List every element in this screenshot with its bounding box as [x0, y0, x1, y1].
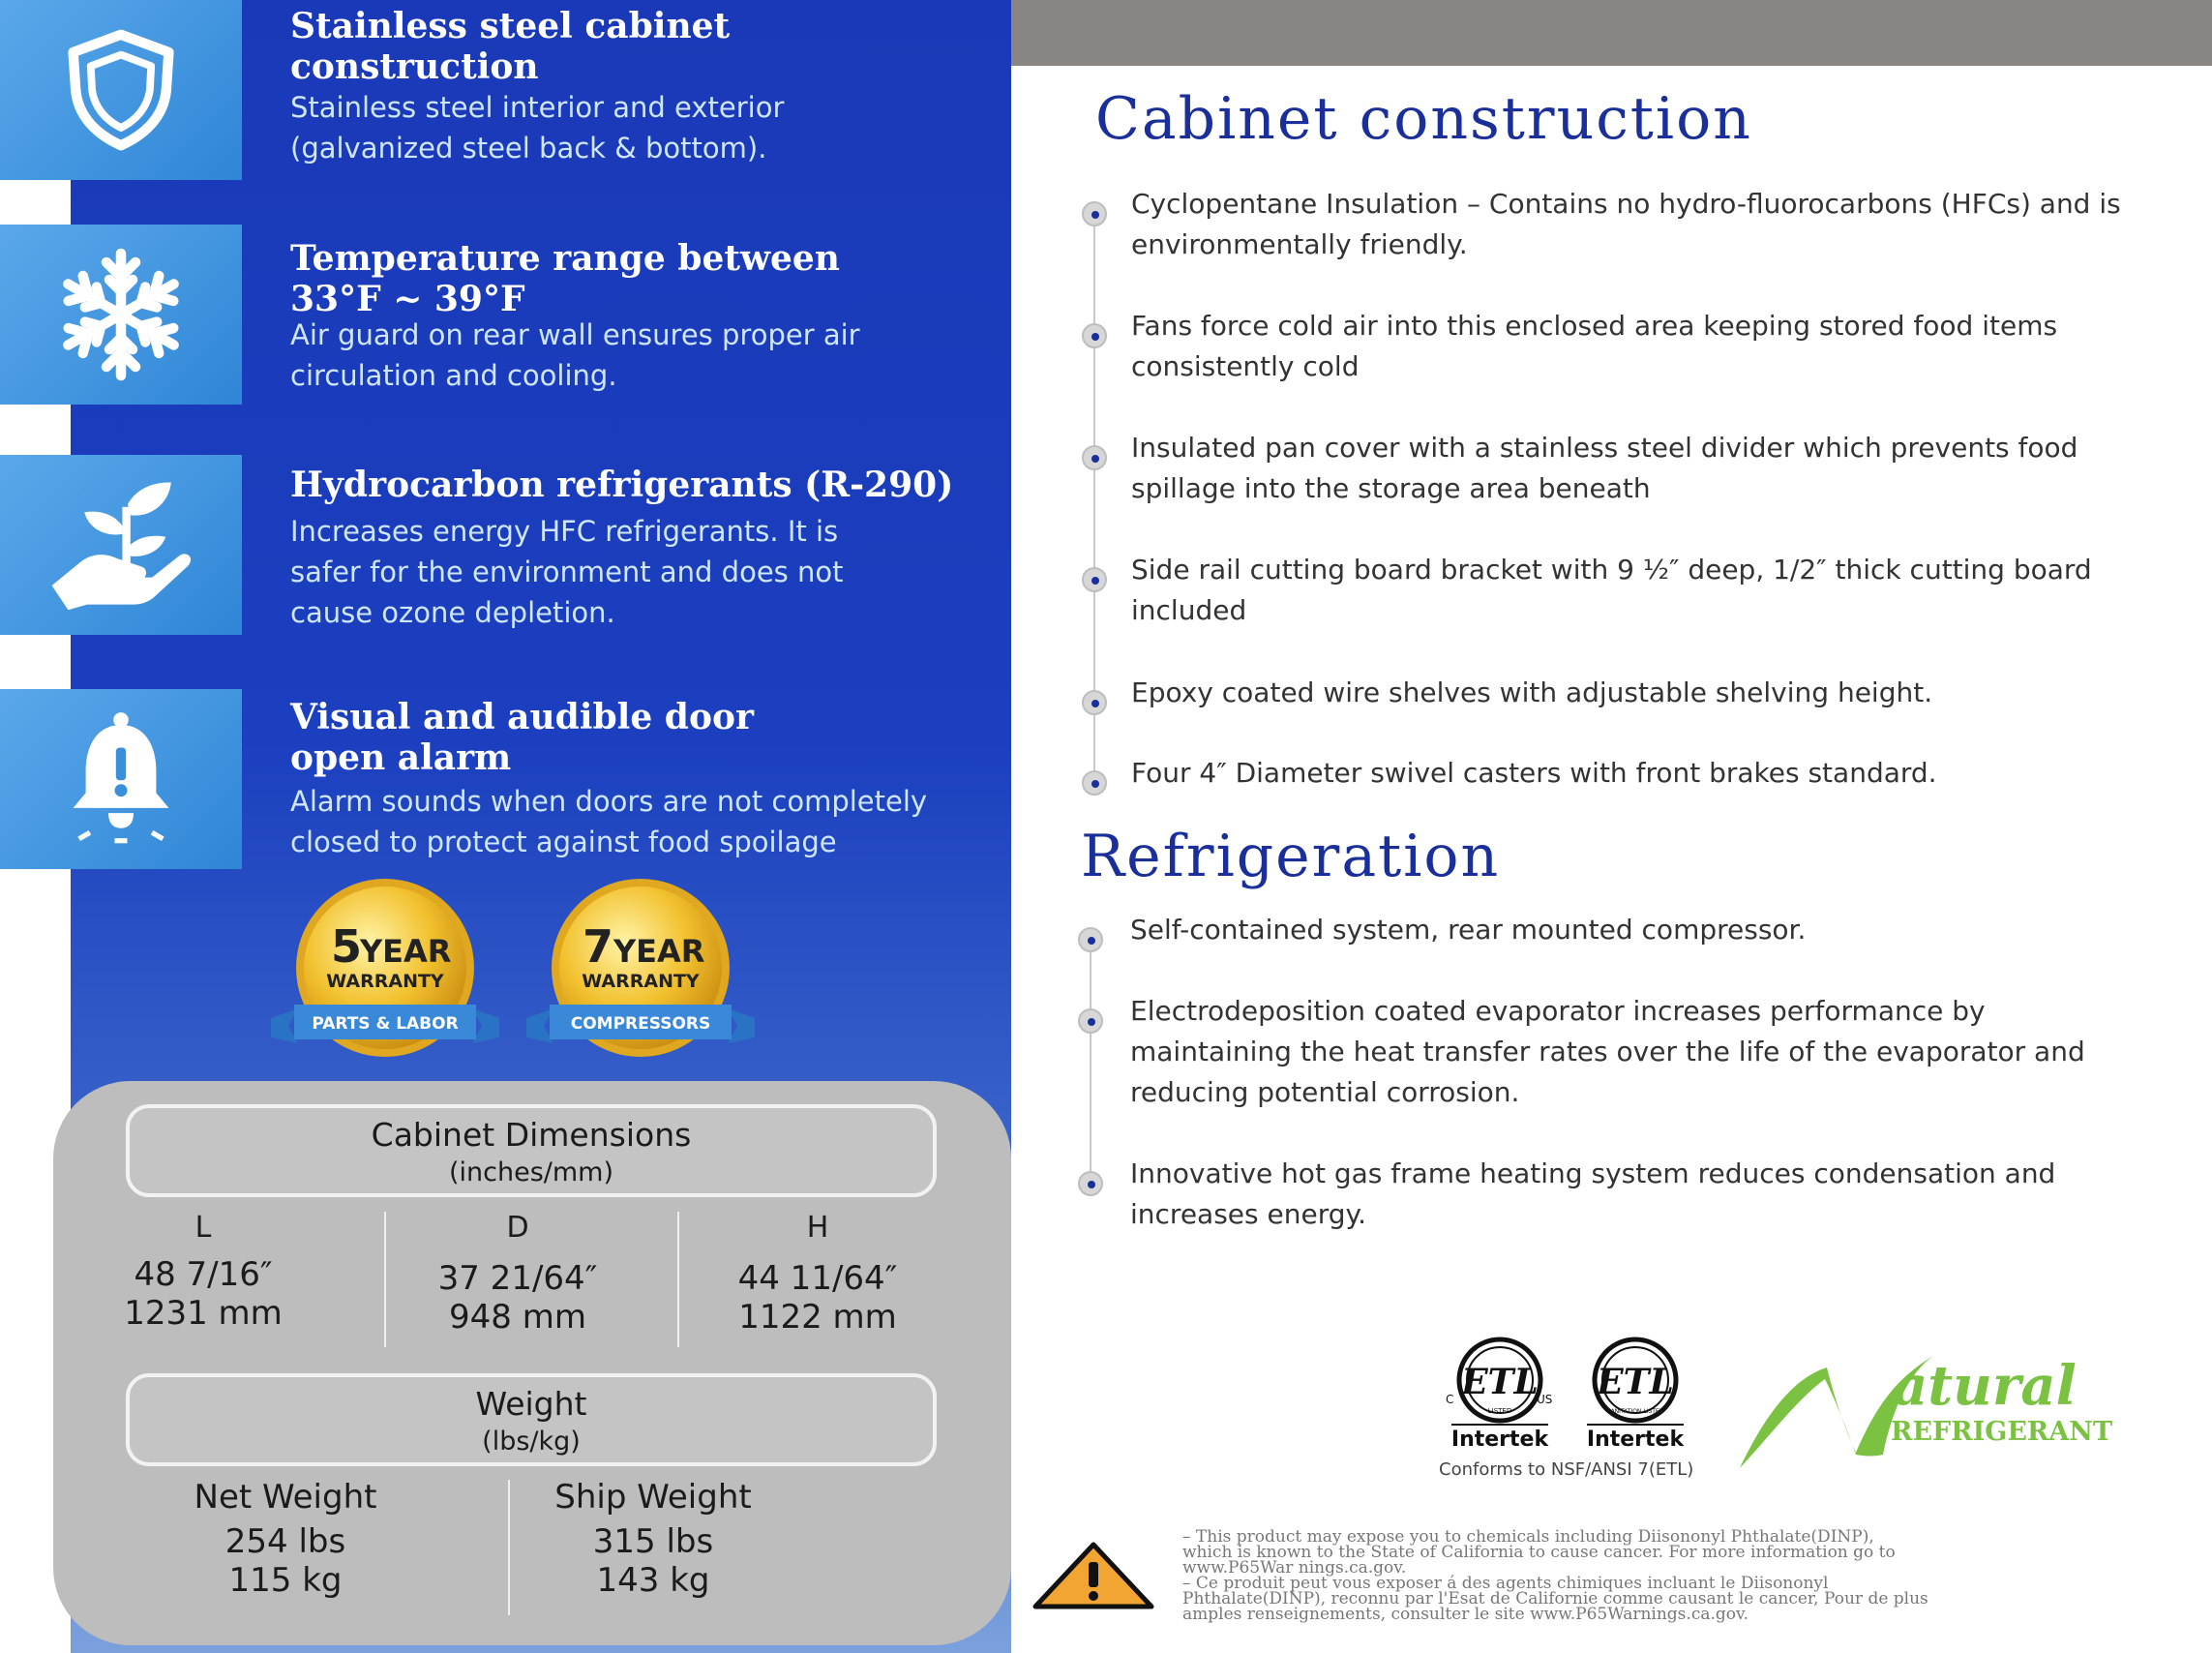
bullet-text: Insulated pan cover with a stainless steel divider which prevents food spillage into the storage area beneath [1131, 432, 2078, 504]
natural-refrigerant-logo [1720, 1340, 2127, 1476]
divider [384, 1212, 386, 1347]
feature-icon-box-2 [0, 225, 242, 405]
etl-sanitation-logo [1577, 1334, 1693, 1450]
badge-num: 5 [331, 920, 363, 973]
badge-ribbon: PARTS & LABOR [312, 1014, 459, 1034]
feature-icon-box-3 [0, 455, 242, 635]
warning-triangle-icon [1031, 1541, 1155, 1610]
shield-icon [58, 27, 184, 153]
feature-title-3: Hydrocarbon refrigerants (R-290) [290, 465, 954, 505]
logo-sub-text: REFRIGERANT [1891, 1417, 2113, 1447]
ship-weight: Ship Weight 315 lbs 143 kg [554, 1478, 752, 1600]
bullet-marker [1082, 690, 1107, 715]
bullet-text: Epoxy coated wire shelves with adjustable shelving height. [1131, 676, 1933, 708]
intertek-label-1: Intertek [1450, 1428, 1549, 1450]
refrigeration-title: Refrigeration [1081, 823, 1501, 890]
bullet-marker [1078, 1171, 1103, 1196]
bullet-marker [1082, 323, 1107, 348]
badge-num: 7 [583, 920, 614, 973]
nsf-caption: Conforms to NSF/ANSI 7(ETL) [1439, 1459, 1694, 1480]
logo-main-text: atural [1893, 1354, 2077, 1418]
feature-title-4: Visual and audible door open alarm [290, 697, 754, 778]
divider [677, 1212, 679, 1347]
prop65-warning: – This product may expose you to chemicals including Diisononyl Phthalate(DINP), which is known to the State of California to cause cancer. For more information go to www.P65War nings.ca.gov. – Ce produit peut vous exposer á des agents chimiques incluant le Diisononyl Phthalate(DINP), reconnu par l'Esat de Californie comme causant le cancer, Pour de plus amples renseignements, consulter le site www.P65Warnings.ca.gov. [1182, 1527, 1928, 1624]
badge-ribbon: COMPRESSORS [570, 1014, 711, 1034]
bullet-marker [1078, 1008, 1103, 1034]
bullet-text: Cyclopentane Insulation – Contains no hydro-fluorocarbons (HFCs) and is environmentally friendly. [1131, 188, 2121, 260]
dimension-depth: D 37 21/64″ 948 mm [437, 1211, 598, 1337]
net-weight: Net Weight 254 lbs 115 kg [194, 1478, 377, 1600]
bullet-text: Innovative hot gas frame heating system reduces condensation and increases energy. [1130, 1157, 2056, 1230]
bullet-text: Electrodeposition coated evaporator increases performance by maintaining the heat transfer rates over the life of the evaporator and reducing potential corrosion. [1130, 995, 2085, 1108]
top-bar [1011, 0, 2212, 66]
badge-year: YEAR [360, 933, 452, 970]
refrigeration-timeline [1090, 934, 1091, 1181]
svg-text:ETL: ETL [1461, 1362, 1539, 1402]
weight-header [126, 1373, 937, 1466]
svg-text:ETL: ETL [1597, 1362, 1674, 1402]
bullet-marker [1082, 445, 1107, 470]
warranty-badge-7-year [524, 854, 757, 1086]
feature-desc-1: Stainless steel interior and exterior (galvanized steel back & bottom). [290, 91, 785, 165]
bell-alert-icon [58, 706, 184, 852]
feature-desc-3: Increases energy HFC refrigerants. It is safer for the environment and does not cause ozone depletion. [290, 515, 844, 629]
plant-hand-icon [44, 477, 198, 613]
weight-title: Weight [475, 1385, 587, 1423]
bullet-marker [1082, 567, 1107, 592]
cabinet-construction-title: Cabinet construction [1095, 85, 1752, 153]
weight-unit: (lbs/kg) [482, 1427, 581, 1457]
bullet-marker [1082, 201, 1107, 226]
etl-us-mark: US [1537, 1393, 1553, 1406]
bullet-text: Fans force cold air into this enclosed area keeping stored food items consistently cold [1131, 310, 2058, 382]
feature-title-1: Stainless steel cabinet construction [290, 6, 731, 87]
bullet-text: Self-contained system, rear mounted compressor. [1130, 914, 1807, 946]
badge-year: YEAR [613, 933, 705, 970]
dimension-height: H 44 11/64″ 1122 mm [737, 1211, 898, 1337]
dimensions-panel [53, 1081, 1011, 1645]
dimensions-header [126, 1104, 937, 1197]
dimensions-title: Cabinet Dimensions [371, 1116, 692, 1154]
intertek-label-2: Intertek [1586, 1428, 1685, 1450]
snowflake-icon [48, 242, 194, 387]
badge-warranty: WARRANTY [326, 971, 444, 992]
feature-desc-2: Air guard on rear wall ensures proper air circulation and cooling. [290, 318, 860, 392]
feature-icon-box-1 [0, 0, 242, 180]
bullet-marker [1078, 927, 1103, 952]
warranty-badge-5-year [269, 854, 501, 1086]
etl-listed-logo [1442, 1334, 1558, 1450]
etl-c-mark: C [1446, 1393, 1454, 1406]
badge-warranty: WARRANTY [582, 971, 700, 992]
feature-title-2: Temperature range between 33°F ~ 39°F [290, 238, 840, 319]
feature-desc-4: Alarm sounds when doors are not completely closed to protect against food spoilage [290, 785, 928, 858]
bullet-marker [1082, 770, 1107, 796]
dimensions-unit: (inches/mm) [448, 1157, 613, 1187]
dimension-length: L 48 7/16″ 1231 mm [124, 1211, 283, 1333]
etl-sub: LISTED [1487, 1407, 1512, 1415]
feature-icon-box-4 [0, 689, 242, 869]
etl-sanitation-sub: SANITATION LISTED [1606, 1408, 1664, 1415]
bullet-text: Side rail cutting board bracket with 9 ½″ deep, 1/2″ thick cutting board included [1131, 554, 2092, 626]
bullet-text: Four 4″ Diameter swivel casters with front brakes standard. [1131, 757, 1937, 789]
